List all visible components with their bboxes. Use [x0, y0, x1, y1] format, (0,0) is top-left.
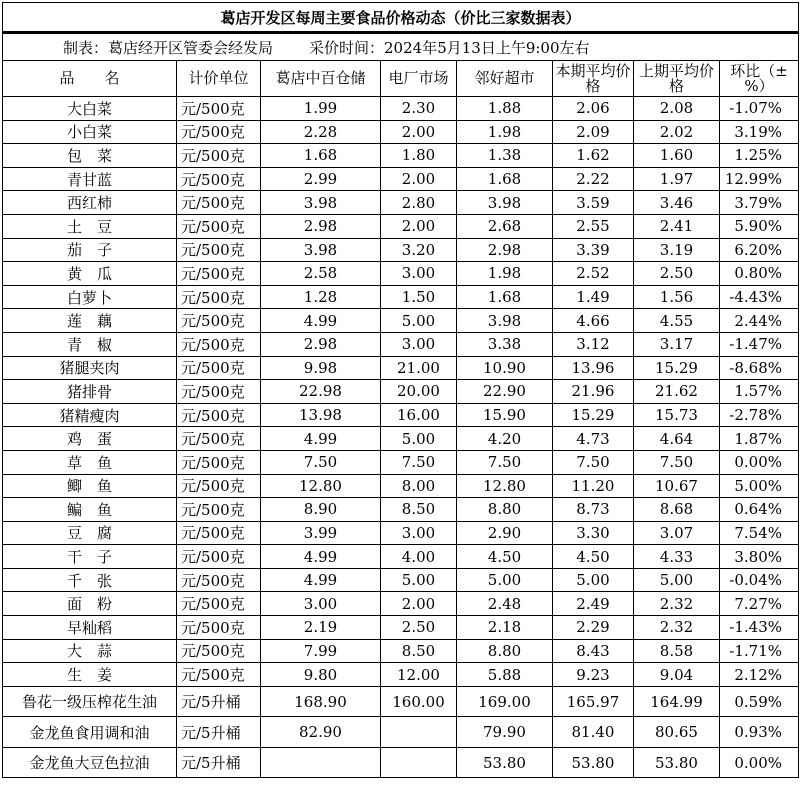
cell-avg-previous: 10.67 — [634, 474, 720, 498]
cell-store1: 3.00 — [261, 592, 381, 616]
cell-store2: 2.00 — [381, 592, 457, 616]
cell-store2: 5.00 — [381, 309, 457, 333]
cell-avg-previous: 1.56 — [634, 285, 720, 309]
cell-change: -1.71% — [720, 639, 799, 663]
cell-store3: 3.98 — [457, 309, 553, 333]
cell-unit: 元/500克 — [177, 450, 261, 474]
cell-store3: 4.50 — [457, 545, 553, 569]
cell-store2: 8.00 — [381, 474, 457, 498]
cell-store1: 4.99 — [261, 545, 381, 569]
cell-avg-current: 2.22 — [553, 167, 634, 191]
cell-store2: 1.50 — [381, 285, 457, 309]
cell-avg-previous: 2.08 — [634, 97, 720, 121]
cell-change: 1.87% — [720, 427, 799, 451]
meta-row — [3, 33, 799, 61]
cell-store3: 1.88 — [457, 97, 553, 121]
table-row — [3, 521, 799, 545]
cell-store3: 1.68 — [457, 167, 553, 191]
cell-store2: 20.00 — [381, 380, 457, 404]
table-row — [3, 167, 799, 191]
cell-change: 1.57% — [720, 380, 799, 404]
cell-store1: 4.99 — [261, 309, 381, 333]
cell-avg-current: 13.96 — [553, 356, 634, 380]
cell-change: 0.59% — [720, 686, 799, 717]
header-avg-current: 本期平均价格 — [553, 61, 634, 97]
cell-store1: 2.58 — [261, 262, 381, 286]
cell-store3: 2.18 — [457, 616, 553, 640]
cell-change: -0.04% — [720, 568, 799, 592]
cell-avg-previous: 3.46 — [634, 191, 720, 215]
cell-store3: 2.48 — [457, 592, 553, 616]
cell-change: -1.07% — [720, 97, 799, 121]
cell-store2: 160.00 — [381, 686, 457, 717]
cell-avg-current: 4.66 — [553, 309, 634, 333]
cell-avg-previous: 4.64 — [634, 427, 720, 451]
cell-name: 生 姜 — [3, 663, 177, 687]
cell-store1: 82.90 — [261, 717, 381, 748]
cell-avg-current: 11.20 — [553, 474, 634, 498]
cell-store2: 21.00 — [381, 356, 457, 380]
cell-store2 — [381, 747, 457, 778]
cell-name: 干 子 — [3, 545, 177, 569]
column-header-row — [3, 61, 799, 97]
cell-store3: 5.88 — [457, 663, 553, 687]
cell-store2: 3.00 — [381, 332, 457, 356]
cell-store1: 9.80 — [261, 663, 381, 687]
header-store3: 邻好超市 — [457, 61, 553, 97]
cell-change: 7.54% — [720, 521, 799, 545]
cell-avg-current: 4.73 — [553, 427, 634, 451]
table-row — [3, 747, 799, 778]
cell-avg-previous: 1.97 — [634, 167, 720, 191]
table-row — [3, 450, 799, 474]
cell-avg-current: 5.00 — [553, 568, 634, 592]
cell-store3: 1.98 — [457, 262, 553, 286]
cell-change: -2.78% — [720, 403, 799, 427]
header-name: 品 名 — [3, 61, 177, 97]
cell-avg-current: 81.40 — [553, 717, 634, 748]
cell-unit: 元/500克 — [177, 120, 261, 144]
cell-avg-current: 2.52 — [553, 262, 634, 286]
cell-store3: 8.80 — [457, 498, 553, 522]
table-row — [3, 498, 799, 522]
cell-name: 黄 瓜 — [3, 262, 177, 286]
producer-label: 制表：葛店经开区管委会经发局 — [63, 38, 274, 57]
cell-unit: 元/500克 — [177, 285, 261, 309]
cell-name: 猪排骨 — [3, 380, 177, 404]
cell-store2: 5.00 — [381, 568, 457, 592]
table-row — [3, 663, 799, 687]
table-row — [3, 356, 799, 380]
cell-avg-current: 165.97 — [553, 686, 634, 717]
cell-name: 豆 腐 — [3, 521, 177, 545]
cell-store1: 13.98 — [261, 403, 381, 427]
cell-name: 金龙鱼大豆色拉油 — [3, 747, 177, 778]
cell-name: 西红柿 — [3, 191, 177, 215]
cell-name: 鲫 鱼 — [3, 474, 177, 498]
cell-store3: 53.80 — [457, 747, 553, 778]
cell-avg-current: 8.73 — [553, 498, 634, 522]
table-row — [3, 403, 799, 427]
cell-avg-current: 2.29 — [553, 616, 634, 640]
cell-avg-previous: 8.58 — [634, 639, 720, 663]
cell-avg-current: 3.59 — [553, 191, 634, 215]
cell-store3: 1.38 — [457, 144, 553, 168]
cell-unit: 元/500克 — [177, 639, 261, 663]
cell-store2 — [381, 717, 457, 748]
cell-name: 包 菜 — [3, 144, 177, 168]
cell-store2: 8.50 — [381, 498, 457, 522]
cell-avg-current: 15.29 — [553, 403, 634, 427]
cell-store3: 3.98 — [457, 191, 553, 215]
cell-store2: 2.00 — [381, 120, 457, 144]
cell-store1: 1.99 — [261, 97, 381, 121]
cell-avg-previous: 8.68 — [634, 498, 720, 522]
cell-store3: 3.38 — [457, 332, 553, 356]
cell-avg-previous: 1.60 — [634, 144, 720, 168]
cell-avg-previous: 4.33 — [634, 545, 720, 569]
cell-avg-current: 7.50 — [553, 450, 634, 474]
cell-store2: 2.30 — [381, 97, 457, 121]
cell-name: 莲 藕 — [3, 309, 177, 333]
cell-unit: 元/500克 — [177, 403, 261, 427]
table-row — [3, 686, 799, 717]
table-row — [3, 332, 799, 356]
cell-avg-current: 9.23 — [553, 663, 634, 687]
cell-avg-previous: 15.29 — [634, 356, 720, 380]
cell-change: 1.25% — [720, 144, 799, 168]
cell-store3: 169.00 — [457, 686, 553, 717]
meta-cell — [3, 33, 799, 61]
cell-store2: 3.20 — [381, 238, 457, 262]
cell-avg-previous: 164.99 — [634, 686, 720, 717]
cell-avg-previous: 21.62 — [634, 380, 720, 404]
cell-unit: 元/500克 — [177, 616, 261, 640]
cell-name: 鲁花一级压榨花生油 — [3, 686, 177, 717]
cell-store3: 10.90 — [457, 356, 553, 380]
table-row — [3, 474, 799, 498]
cell-change: 0.64% — [720, 498, 799, 522]
cell-store2: 1.80 — [381, 144, 457, 168]
cell-name: 草 鱼 — [3, 450, 177, 474]
cell-store2: 4.00 — [381, 545, 457, 569]
cell-change: -1.47% — [720, 332, 799, 356]
cell-store1: 12.80 — [261, 474, 381, 498]
cell-store1: 168.90 — [261, 686, 381, 717]
cell-store3: 7.50 — [457, 450, 553, 474]
cell-store3: 2.90 — [457, 521, 553, 545]
table-row — [3, 616, 799, 640]
table-row — [3, 592, 799, 616]
cell-avg-previous: 3.07 — [634, 521, 720, 545]
cell-store1: 8.90 — [261, 498, 381, 522]
cell-avg-current: 53.80 — [553, 747, 634, 778]
cell-store1: 3.98 — [261, 191, 381, 215]
cell-store3: 8.80 — [457, 639, 553, 663]
cell-unit: 元/5升桶 — [177, 717, 261, 748]
cell-store1: 1.28 — [261, 285, 381, 309]
table-row — [3, 568, 799, 592]
cell-unit: 元/500克 — [177, 427, 261, 451]
cell-name: 猪腿夹肉 — [3, 356, 177, 380]
cell-avg-previous: 2.41 — [634, 214, 720, 238]
cell-unit: 元/500克 — [177, 214, 261, 238]
cell-avg-current: 1.49 — [553, 285, 634, 309]
cell-avg-current: 2.09 — [553, 120, 634, 144]
table-row — [3, 717, 799, 748]
cell-name: 茄 子 — [3, 238, 177, 262]
cell-name: 千 张 — [3, 568, 177, 592]
cell-unit: 元/500克 — [177, 238, 261, 262]
cell-store1: 3.98 — [261, 238, 381, 262]
cell-change: 0.80% — [720, 262, 799, 286]
cell-avg-previous: 80.65 — [634, 717, 720, 748]
cell-store1: 2.99 — [261, 167, 381, 191]
cell-unit: 元/500克 — [177, 144, 261, 168]
cell-avg-previous: 2.50 — [634, 262, 720, 286]
cell-name: 青甘蓝 — [3, 167, 177, 191]
cell-unit: 元/500克 — [177, 568, 261, 592]
cell-store1: 2.98 — [261, 332, 381, 356]
cell-store3: 79.90 — [457, 717, 553, 748]
cell-store2: 2.00 — [381, 214, 457, 238]
cell-store3: 2.68 — [457, 214, 553, 238]
cell-store2: 7.50 — [381, 450, 457, 474]
table-row — [3, 144, 799, 168]
table-row — [3, 120, 799, 144]
cell-store1: 4.99 — [261, 427, 381, 451]
cell-avg-previous: 7.50 — [634, 450, 720, 474]
cell-avg-current: 21.96 — [553, 380, 634, 404]
table-row — [3, 285, 799, 309]
table-row — [3, 545, 799, 569]
cell-unit: 元/500克 — [177, 97, 261, 121]
cell-unit: 元/500克 — [177, 498, 261, 522]
cell-unit: 元/500克 — [177, 167, 261, 191]
cell-store1 — [261, 747, 381, 778]
cell-change: 5.00% — [720, 474, 799, 498]
table-row — [3, 427, 799, 451]
cell-avg-previous: 53.80 — [634, 747, 720, 778]
cell-change: 0.93% — [720, 717, 799, 748]
cell-store1: 4.99 — [261, 568, 381, 592]
cell-avg-previous: 9.04 — [634, 663, 720, 687]
cell-store1: 22.98 — [261, 380, 381, 404]
cell-change: 0.00% — [720, 747, 799, 778]
header-store2: 电厂市场 — [381, 61, 457, 97]
cell-store3: 5.00 — [457, 568, 553, 592]
cell-change: 6.20% — [720, 238, 799, 262]
cell-store3: 2.98 — [457, 238, 553, 262]
cell-name: 金龙鱼食用调和油 — [3, 717, 177, 748]
cell-unit: 元/500克 — [177, 545, 261, 569]
cell-change: 2.12% — [720, 663, 799, 687]
cell-avg-current: 1.62 — [553, 144, 634, 168]
cell-store2: 16.00 — [381, 403, 457, 427]
cell-avg-previous: 4.55 — [634, 309, 720, 333]
cell-store2: 8.50 — [381, 639, 457, 663]
table-row — [3, 191, 799, 215]
cell-avg-previous: 3.17 — [634, 332, 720, 356]
cell-store3: 22.90 — [457, 380, 553, 404]
cell-store2: 2.80 — [381, 191, 457, 215]
table-row — [3, 97, 799, 121]
cell-avg-current: 3.12 — [553, 332, 634, 356]
cell-change: -8.68% — [720, 356, 799, 380]
cell-avg-previous: 3.19 — [634, 238, 720, 262]
table-title: 葛店开发区每周主要食品价格动态（价比三家数据表） — [3, 3, 799, 33]
cell-change: -1.43% — [720, 616, 799, 640]
cell-avg-current: 4.50 — [553, 545, 634, 569]
cell-change: 3.19% — [720, 120, 799, 144]
cell-store2: 3.00 — [381, 262, 457, 286]
cell-avg-previous: 2.32 — [634, 616, 720, 640]
cell-avg-previous: 2.32 — [634, 592, 720, 616]
cell-store1: 2.28 — [261, 120, 381, 144]
cell-change: 7.27% — [720, 592, 799, 616]
table-row — [3, 262, 799, 286]
header-change: 环比（±%） — [720, 61, 799, 97]
table-body — [3, 97, 799, 778]
cell-store2: 5.00 — [381, 427, 457, 451]
cell-name: 小白菜 — [3, 120, 177, 144]
header-store1: 葛店中百仓储 — [261, 61, 381, 97]
cell-unit: 元/5升桶 — [177, 686, 261, 717]
cell-store1: 2.19 — [261, 616, 381, 640]
cell-store3: 1.68 — [457, 285, 553, 309]
cell-name: 大 蒜 — [3, 639, 177, 663]
cell-change: 3.79% — [720, 191, 799, 215]
cell-name: 鳊 鱼 — [3, 498, 177, 522]
cell-unit: 元/500克 — [177, 380, 261, 404]
cell-unit: 元/500克 — [177, 521, 261, 545]
cell-name: 鸡 蛋 — [3, 427, 177, 451]
cell-store1: 7.99 — [261, 639, 381, 663]
cell-store2: 3.00 — [381, 521, 457, 545]
cell-unit: 元/500克 — [177, 663, 261, 687]
cell-store1: 9.98 — [261, 356, 381, 380]
cell-store2: 2.00 — [381, 167, 457, 191]
price-sheet — [2, 2, 798, 778]
cell-avg-current: 3.30 — [553, 521, 634, 545]
cell-avg-current: 8.43 — [553, 639, 634, 663]
cell-unit: 元/500克 — [177, 262, 261, 286]
cell-avg-current: 2.06 — [553, 97, 634, 121]
cell-store1: 3.99 — [261, 521, 381, 545]
cell-avg-previous: 15.73 — [634, 403, 720, 427]
cell-store3: 1.98 — [457, 120, 553, 144]
cell-store1: 7.50 — [261, 450, 381, 474]
table-row — [3, 380, 799, 404]
cell-store3: 15.90 — [457, 403, 553, 427]
cell-name: 白萝卜 — [3, 285, 177, 309]
cell-change: 12.99% — [720, 167, 799, 191]
cell-unit: 元/500克 — [177, 309, 261, 333]
cell-store3: 12.80 — [457, 474, 553, 498]
cell-name: 土 豆 — [3, 214, 177, 238]
cell-unit: 元/500克 — [177, 191, 261, 215]
cell-store3: 4.20 — [457, 427, 553, 451]
table-row — [3, 309, 799, 333]
cell-name: 大白菜 — [3, 97, 177, 121]
cell-change: 5.90% — [720, 214, 799, 238]
cell-avg-current: 2.49 — [553, 592, 634, 616]
price-table — [2, 2, 799, 778]
cell-unit: 元/500克 — [177, 474, 261, 498]
header-avg-previous: 上期平均价格 — [634, 61, 720, 97]
table-row — [3, 639, 799, 663]
cell-change: -4.43% — [720, 285, 799, 309]
cell-store1: 1.68 — [261, 144, 381, 168]
cell-name: 青 椒 — [3, 332, 177, 356]
cell-unit: 元/500克 — [177, 356, 261, 380]
cell-name: 早籼稻 — [3, 616, 177, 640]
cell-store2: 12.00 — [381, 663, 457, 687]
cell-change: 2.44% — [720, 309, 799, 333]
table-row — [3, 238, 799, 262]
cell-avg-current: 2.55 — [553, 214, 634, 238]
cell-unit: 元/500克 — [177, 332, 261, 356]
cell-name: 面 粉 — [3, 592, 177, 616]
cell-change: 0.00% — [720, 450, 799, 474]
cell-store2: 2.50 — [381, 616, 457, 640]
cell-store1: 2.98 — [261, 214, 381, 238]
table-row — [3, 214, 799, 238]
collection-time-label: 采价时间：2024年5月13日上午9:00左右 — [309, 38, 590, 57]
cell-unit: 元/500克 — [177, 592, 261, 616]
cell-avg-previous: 5.00 — [634, 568, 720, 592]
cell-avg-current: 3.39 — [553, 238, 634, 262]
header-unit: 计价单位 — [177, 61, 261, 97]
cell-change: 3.80% — [720, 545, 799, 569]
cell-name: 猪精瘦肉 — [3, 403, 177, 427]
title-row — [3, 3, 799, 33]
cell-avg-previous: 2.02 — [634, 120, 720, 144]
cell-unit: 元/5升桶 — [177, 747, 261, 778]
